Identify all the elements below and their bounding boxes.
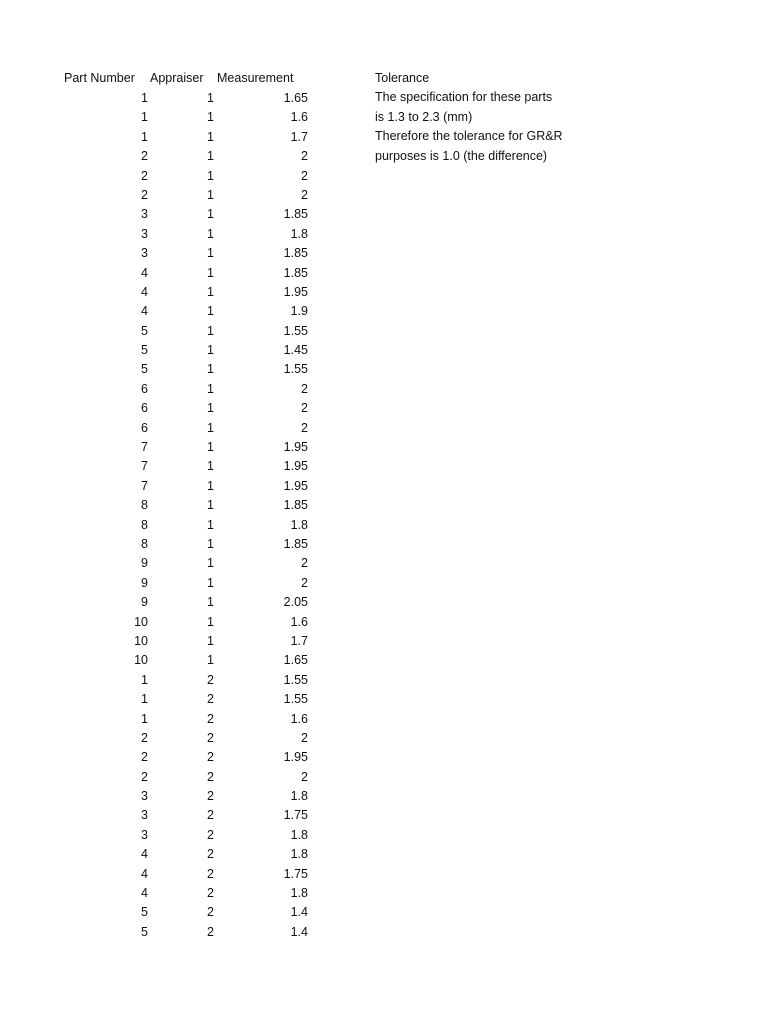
cell-part-number: 5 bbox=[141, 323, 148, 338]
table-row bbox=[0, 554, 320, 573]
table-row bbox=[0, 477, 320, 496]
cell-part-number: 4 bbox=[141, 866, 148, 881]
cell-part-number: 9 bbox=[141, 575, 148, 590]
table-row bbox=[0, 186, 320, 205]
cell-measurement: 2 bbox=[301, 556, 308, 571]
cell-part-number: 3 bbox=[141, 207, 148, 222]
cell-appraiser: 1 bbox=[207, 633, 214, 648]
cell-appraiser: 2 bbox=[207, 827, 214, 842]
cell-measurement: 1.8 bbox=[290, 847, 308, 862]
cell-part-number: 8 bbox=[141, 517, 148, 532]
table-row bbox=[0, 167, 320, 186]
cell-measurement: 1.45 bbox=[283, 343, 308, 358]
cell-measurement: 1.85 bbox=[283, 265, 308, 280]
cell-appraiser: 2 bbox=[207, 730, 214, 745]
cell-part-number: 6 bbox=[141, 420, 148, 435]
table-row bbox=[0, 903, 320, 922]
cell-appraiser: 1 bbox=[207, 459, 214, 474]
cell-measurement: 2 bbox=[301, 187, 308, 202]
cell-part-number: 1 bbox=[141, 692, 148, 707]
notes-line: Therefore the tolerance for GR&R bbox=[375, 129, 563, 144]
table-row bbox=[0, 884, 320, 903]
table-row bbox=[0, 574, 320, 593]
cell-part-number: 3 bbox=[141, 789, 148, 804]
cell-part-number: 3 bbox=[141, 226, 148, 241]
cell-appraiser: 2 bbox=[207, 789, 214, 804]
cell-measurement: 1.8 bbox=[290, 886, 308, 901]
table-row bbox=[0, 225, 320, 244]
cell-measurement: 2 bbox=[301, 769, 308, 784]
cell-measurement: 1.55 bbox=[283, 692, 308, 707]
table-row bbox=[0, 787, 320, 806]
cell-measurement: 2 bbox=[301, 730, 308, 745]
cell-appraiser: 2 bbox=[207, 769, 214, 784]
cell-appraiser: 2 bbox=[207, 847, 214, 862]
cell-part-number: 10 bbox=[134, 653, 148, 668]
table-row bbox=[0, 632, 320, 651]
cell-measurement: 1.85 bbox=[283, 498, 308, 513]
cell-appraiser: 2 bbox=[207, 866, 214, 881]
cell-part-number: 7 bbox=[141, 478, 148, 493]
cell-measurement: 2 bbox=[301, 168, 308, 183]
cell-part-number: 10 bbox=[134, 633, 148, 648]
cell-measurement: 1.9 bbox=[290, 304, 308, 319]
cell-part-number: 1 bbox=[141, 711, 148, 726]
table-row bbox=[0, 671, 320, 690]
cell-measurement: 1.4 bbox=[290, 924, 308, 939]
table-row bbox=[0, 205, 320, 224]
cell-measurement: 1.95 bbox=[283, 478, 308, 493]
table-row bbox=[0, 283, 320, 302]
cell-part-number: 4 bbox=[141, 265, 148, 280]
cell-part-number: 4 bbox=[141, 284, 148, 299]
cell-appraiser: 1 bbox=[207, 246, 214, 261]
cell-part-number: 2 bbox=[141, 187, 148, 202]
table-row bbox=[0, 438, 320, 457]
table-row bbox=[0, 651, 320, 670]
cell-appraiser: 1 bbox=[207, 343, 214, 358]
cell-part-number: 10 bbox=[134, 614, 148, 629]
measurement-table bbox=[0, 89, 320, 942]
table-row bbox=[0, 322, 320, 341]
table-row bbox=[0, 748, 320, 767]
cell-measurement: 1.4 bbox=[290, 905, 308, 920]
cell-measurement: 1.7 bbox=[290, 633, 308, 648]
cell-appraiser: 1 bbox=[207, 478, 214, 493]
cell-part-number: 5 bbox=[141, 905, 148, 920]
cell-appraiser: 1 bbox=[207, 149, 214, 164]
cell-part-number: 1 bbox=[141, 129, 148, 144]
table-row bbox=[0, 710, 320, 729]
table-row bbox=[0, 613, 320, 632]
cell-measurement: 2 bbox=[301, 420, 308, 435]
table-row bbox=[0, 147, 320, 166]
table-row bbox=[0, 360, 320, 379]
cell-measurement: 1.95 bbox=[283, 284, 308, 299]
cell-measurement: 1.85 bbox=[283, 246, 308, 261]
table-row bbox=[0, 380, 320, 399]
notes-line: is 1.3 to 2.3 (mm) bbox=[375, 109, 473, 124]
table-row bbox=[0, 516, 320, 535]
cell-appraiser: 1 bbox=[207, 653, 214, 668]
cell-appraiser: 2 bbox=[207, 905, 214, 920]
cell-appraiser: 1 bbox=[207, 226, 214, 241]
cell-measurement: 2 bbox=[301, 401, 308, 416]
notes-line: purposes is 1.0 (the difference) bbox=[375, 148, 548, 163]
cell-measurement: 1.55 bbox=[283, 362, 308, 377]
cell-part-number: 4 bbox=[141, 847, 148, 862]
cell-part-number: 4 bbox=[141, 304, 148, 319]
cell-part-number: 5 bbox=[141, 343, 148, 358]
cell-appraiser: 2 bbox=[207, 750, 214, 765]
cell-appraiser: 1 bbox=[207, 381, 214, 396]
cell-appraiser: 1 bbox=[207, 556, 214, 571]
cell-appraiser: 1 bbox=[207, 168, 214, 183]
cell-appraiser: 1 bbox=[207, 536, 214, 551]
table-row bbox=[0, 128, 320, 147]
cell-measurement: 1.6 bbox=[290, 711, 308, 726]
table-row bbox=[0, 264, 320, 283]
table-row bbox=[0, 845, 320, 864]
cell-appraiser: 1 bbox=[207, 323, 214, 338]
cell-measurement: 1.7 bbox=[290, 129, 308, 144]
cell-appraiser: 1 bbox=[207, 129, 214, 144]
cell-part-number: 3 bbox=[141, 827, 148, 842]
cell-part-number: 2 bbox=[141, 149, 148, 164]
cell-part-number: 5 bbox=[141, 362, 148, 377]
cell-measurement: 1.8 bbox=[290, 789, 308, 804]
cell-appraiser: 1 bbox=[207, 614, 214, 629]
cell-appraiser: 1 bbox=[207, 265, 214, 280]
cell-part-number: 1 bbox=[141, 110, 148, 125]
cell-part-number: 9 bbox=[141, 595, 148, 610]
cell-part-number: 3 bbox=[141, 246, 148, 261]
tolerance-notes bbox=[375, 69, 563, 166]
table-row bbox=[0, 108, 320, 127]
table-row bbox=[0, 865, 320, 884]
cell-part-number: 5 bbox=[141, 924, 148, 939]
notes-title: Tolerance bbox=[375, 71, 430, 85]
cell-part-number: 2 bbox=[141, 750, 148, 765]
cell-appraiser: 1 bbox=[207, 110, 214, 125]
table-row bbox=[0, 302, 320, 321]
cell-measurement: 1.55 bbox=[283, 323, 308, 338]
cell-measurement: 2.05 bbox=[283, 595, 308, 610]
header-measurement: Measurement bbox=[217, 71, 294, 85]
cell-appraiser: 1 bbox=[207, 498, 214, 513]
table-row bbox=[0, 690, 320, 709]
cell-appraiser: 1 bbox=[207, 440, 214, 455]
cell-measurement: 2 bbox=[301, 381, 308, 396]
cell-appraiser: 1 bbox=[207, 595, 214, 610]
cell-measurement: 1.75 bbox=[283, 866, 308, 881]
cell-measurement: 1.55 bbox=[283, 672, 308, 687]
cell-part-number: 9 bbox=[141, 556, 148, 571]
cell-part-number: 6 bbox=[141, 381, 148, 396]
cell-appraiser: 1 bbox=[207, 304, 214, 319]
cell-measurement: 1.8 bbox=[290, 827, 308, 842]
cell-measurement: 1.85 bbox=[283, 207, 308, 222]
table-row bbox=[0, 593, 320, 612]
cell-measurement: 1.75 bbox=[283, 808, 308, 823]
cell-part-number: 1 bbox=[141, 672, 148, 687]
notes-line: The specification for these parts bbox=[375, 90, 553, 105]
cell-appraiser: 2 bbox=[207, 808, 214, 823]
cell-part-number: 3 bbox=[141, 808, 148, 823]
header-appraiser: Appraiser bbox=[150, 71, 204, 85]
header-part-number: Part Number bbox=[64, 71, 135, 85]
cell-appraiser: 2 bbox=[207, 672, 214, 687]
cell-measurement: 1.8 bbox=[290, 226, 308, 241]
cell-measurement: 1.8 bbox=[290, 517, 308, 532]
table-row bbox=[0, 806, 320, 825]
cell-part-number: 8 bbox=[141, 498, 148, 513]
cell-measurement: 1.65 bbox=[283, 653, 308, 668]
cell-measurement: 1.95 bbox=[283, 440, 308, 455]
cell-part-number: 8 bbox=[141, 536, 148, 551]
cell-appraiser: 1 bbox=[207, 575, 214, 590]
table-row bbox=[0, 768, 320, 787]
cell-measurement: 1.6 bbox=[290, 110, 308, 125]
cell-appraiser: 1 bbox=[207, 362, 214, 377]
cell-measurement: 1.95 bbox=[283, 459, 308, 474]
cell-part-number: 2 bbox=[141, 769, 148, 784]
cell-part-number: 2 bbox=[141, 168, 148, 183]
cell-measurement: 1.95 bbox=[283, 750, 308, 765]
cell-appraiser: 1 bbox=[207, 284, 214, 299]
cell-measurement: 1.85 bbox=[283, 536, 308, 551]
table-row bbox=[0, 244, 320, 263]
cell-measurement: 1.6 bbox=[290, 614, 308, 629]
cell-part-number: 4 bbox=[141, 886, 148, 901]
table-row bbox=[0, 826, 320, 845]
cell-part-number: 7 bbox=[141, 459, 148, 474]
table-row bbox=[0, 496, 320, 515]
table-row bbox=[0, 419, 320, 438]
cell-appraiser: 2 bbox=[207, 924, 214, 939]
cell-appraiser: 1 bbox=[207, 517, 214, 532]
cell-appraiser: 2 bbox=[207, 886, 214, 901]
cell-appraiser: 1 bbox=[207, 91, 214, 105]
cell-appraiser: 2 bbox=[207, 692, 214, 707]
table-row bbox=[0, 729, 320, 748]
cell-appraiser: 1 bbox=[207, 187, 214, 202]
cell-part-number: 1 bbox=[141, 91, 148, 105]
table-row bbox=[0, 923, 320, 942]
table-row bbox=[0, 399, 320, 418]
cell-appraiser: 2 bbox=[207, 711, 214, 726]
cell-part-number: 2 bbox=[141, 730, 148, 745]
table-row bbox=[0, 457, 320, 476]
cell-appraiser: 1 bbox=[207, 420, 214, 435]
cell-part-number: 6 bbox=[141, 401, 148, 416]
cell-appraiser: 1 bbox=[207, 207, 214, 222]
cell-appraiser: 1 bbox=[207, 401, 214, 416]
cell-measurement: 1.65 bbox=[283, 91, 308, 105]
table-row bbox=[0, 535, 320, 554]
table-row bbox=[0, 89, 320, 108]
cell-measurement: 2 bbox=[301, 575, 308, 590]
table-row bbox=[0, 341, 320, 360]
cell-measurement: 2 bbox=[301, 149, 308, 164]
cell-part-number: 7 bbox=[141, 440, 148, 455]
